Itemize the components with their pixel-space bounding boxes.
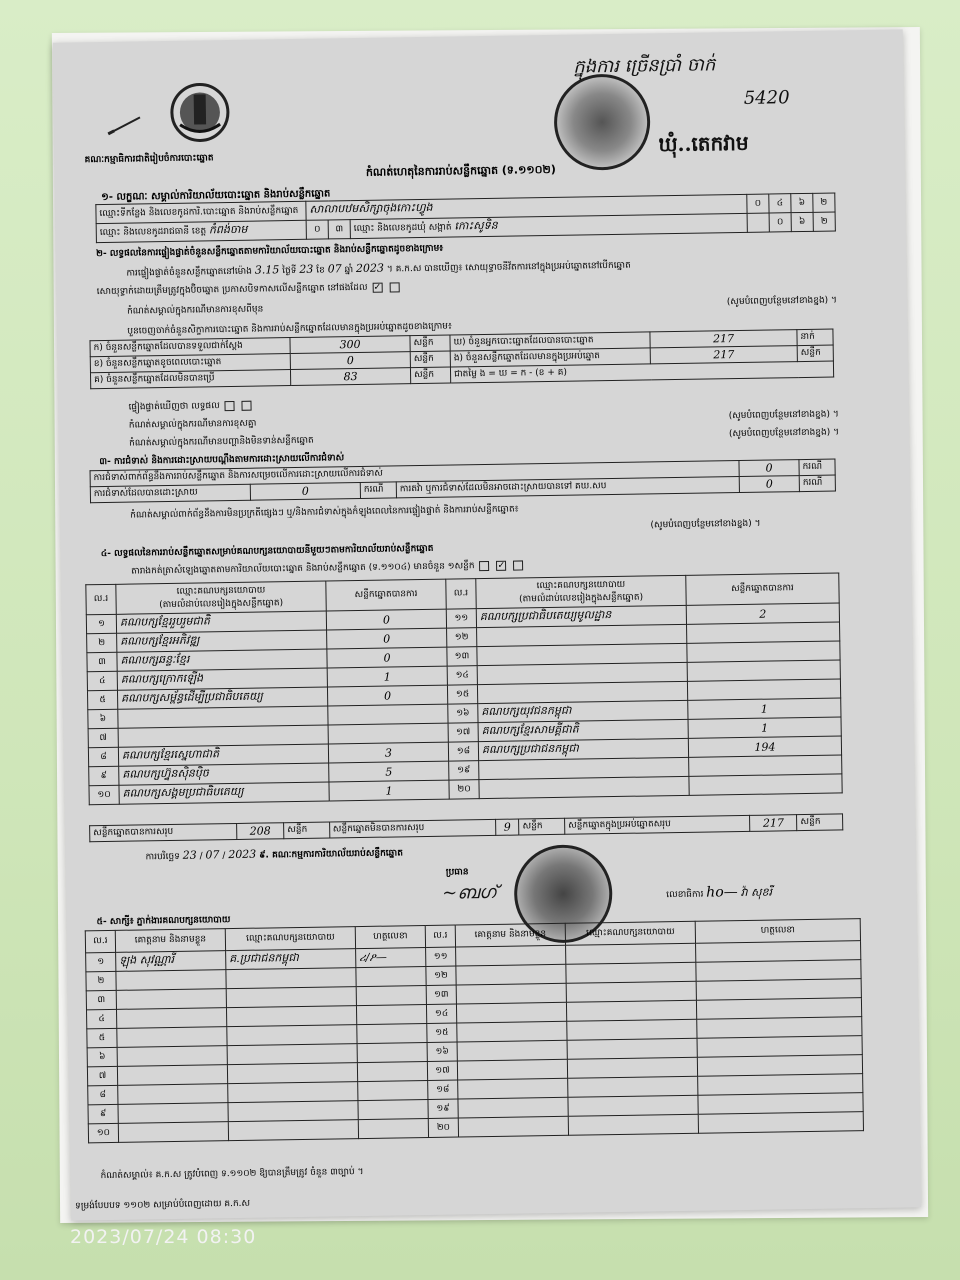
section2-heading: ២- លទ្ធផលនៃការផ្ទៀងផ្ទាត់ចំនួនសន្លឹកឆ្នោតតាមការិយាល័យបោះឆ្នោត និងរាប់សន្លឹកឆ្នោតដូចខាងក្រោម៖ <box>96 243 444 260</box>
signature <box>358 1080 428 1100</box>
votes: 1 <box>329 780 449 801</box>
row-no: ៥ <box>87 1028 117 1047</box>
s5-col-party-2: ឈ្មោះគណបក្សនយោបាយ <box>565 921 695 945</box>
witness-party-2 <box>567 1057 697 1078</box>
s5-footer: ទម្រង់បែបបទ ១១០២ សម្រាប់បំពេញដោយ គ.ក.ស <box>75 1198 251 1212</box>
s2-nga-unit: សន្លឹក <box>797 345 833 362</box>
s4-secretary-label: លេខាធិការ <box>666 889 704 901</box>
row-no: ៦ <box>88 709 118 728</box>
photo-timestamp: 2023/07/24 08:30 <box>70 1226 257 1248</box>
signature <box>358 1118 428 1138</box>
s1-row1-label: ឈ្មោះទីកន្លែង និងលេខកូដការិ.បោះឆ្នោត និងរាប់សន្លឹកឆ្នោត <box>96 201 306 223</box>
s2-line2-text: សោយុទ្ធាក់ដោយត្រឹមត្រូវក្នុងប៊ិចឆ្នោត ប្រកាសបិទកាសលើសន្លឹកឆ្នោត នៅផងដែល <box>96 282 368 298</box>
witness-name <box>116 989 226 1010</box>
s4-three-sheet-checkbox <box>513 560 523 570</box>
row-no-2: ១៩ <box>449 761 479 780</box>
party-name-2: គណបក្សយុវជនកម្ពុជា <box>478 700 688 722</box>
witness-party <box>228 1101 358 1122</box>
s5-col-no-2: ល.រ <box>425 925 455 947</box>
votes-2 <box>689 774 842 795</box>
s3-row2-value: 0 <box>250 482 360 500</box>
row-no: ៩ <box>89 766 119 785</box>
signature-2 <box>698 1112 863 1134</box>
party-name-2: គណបក្សប្រជាជនកម្ពុជា <box>478 738 688 760</box>
witness-name <box>117 1065 227 1086</box>
s4-col-votes: សន្លឹកឆ្នោតបានការ <box>326 579 446 611</box>
witness-name-2 <box>457 1059 567 1080</box>
s4-sum2-value: 9 <box>495 819 519 835</box>
row-no-2: ១៤ <box>447 666 477 685</box>
s1-row2-value: កំពង់ចាម <box>208 222 248 237</box>
s4-intro <box>131 559 525 578</box>
s4-secretary <box>666 884 772 904</box>
s4-intro-text: តារាងកត់ត្រាសំឡេងឆ្នោតតាមការិយាល័យបោះឆ្នោត និងរាប់សន្លឹកឆ្នោត (ទ.១១០៤) មានចំនួន ១សន្លឹក <box>131 561 475 577</box>
witness-party <box>226 1006 356 1027</box>
emblem-icon <box>163 80 236 145</box>
witness-name-2 <box>458 1116 568 1137</box>
row-no: ៦ <box>87 1047 117 1066</box>
s2-line3-text: កំណត់សម្គាល់ក្នុងករណីមានការខុសពីមុន <box>126 304 264 317</box>
signature-2 <box>696 979 861 1001</box>
s1-row1-value: សាលាបឋមសិក្សាចុងកោះហ្វូង <box>306 194 747 220</box>
s1-row1-code-1: ០ <box>747 194 769 213</box>
s2-formula: ជាតម្លៃ ង = ឃ = ក - (ខ + គ) <box>450 361 833 383</box>
witness-party <box>227 1063 357 1084</box>
s4-committee: ៩. គណៈកម្មការការិយាល័យរាប់សន្លឹកឆ្នោត <box>259 848 403 861</box>
row-no: ៨ <box>88 747 118 766</box>
signature <box>358 1099 428 1119</box>
votes: 0 <box>327 685 447 706</box>
s2-ko-value: 83 <box>290 368 410 386</box>
votes: 0 <box>326 609 446 630</box>
s5-col-name: គោត្តនាម និងនាមខ្លួន <box>115 929 225 953</box>
party-name: គណបក្សក្រោកឡើង <box>117 668 327 690</box>
row-no-2: ១៥ <box>447 685 477 704</box>
s2-ko-unit: សន្លឹក <box>410 367 450 384</box>
s3-row1-unit: ករណី <box>799 459 835 476</box>
votes-2 <box>687 641 840 662</box>
s1-row2-code2-1: ០ <box>769 213 791 232</box>
s1-row2-code2-2: ៦ <box>791 212 813 231</box>
s4-col-party-2 <box>476 575 686 608</box>
row-no-2: ១៩ <box>428 1099 458 1118</box>
witness-party <box>227 1044 357 1065</box>
signature: ሪ/ዖ— <box>356 948 426 968</box>
s2-year: 2023 <box>355 261 385 276</box>
row-no-2: ១៨ <box>428 1080 458 1099</box>
s4-col-party-sub-2: (តាមលំដាប់លេខរៀងក្នុងសន្លឹកឆ្នោត) <box>519 592 644 604</box>
s2-line7-end: (សូមបំពេញបន្ថែមនៅខាងខ្នង) ។ <box>728 427 840 440</box>
s4-col-votes-2: សន្លឹកឆ្នោតបានការ <box>686 573 839 605</box>
section1-heading: ១- លក្ខណៈ សម្គាល់ការិយាល័យបោះឆ្នោត និងរាប់សន្លឹកឆ្នោត <box>101 188 331 204</box>
s5-note: កំណត់សម្គាល់៖ គ.ក.ស ត្រូវបំពេញ ទ.១១០២ ឱ្យបានត្រឹមត្រូវ ចំនួន ៣ច្បាប់ ។ <box>100 1167 364 1182</box>
s3-row1-value: 0 <box>739 460 799 477</box>
witness-name-2 <box>458 1078 568 1099</box>
s1-row1-code-4: ២ <box>813 193 835 212</box>
s2-ka-label: ក) ចំនួនសន្លឹកឆ្នោតដែលបានទទួលជាក់ស្តែង <box>90 338 290 357</box>
chair-signature: ~ബഗ് <box>442 881 498 904</box>
s1-row2-code-2: ៣ <box>328 220 350 239</box>
s4-sum3-unit: សន្លឹក <box>797 814 843 831</box>
votes: 3 <box>328 742 448 763</box>
s4-sum3-label: សន្លឹកឆ្នោតក្នុងប្រអប់ឆ្នោតសរុប <box>565 815 750 834</box>
section4-summary <box>89 813 843 842</box>
s4-col-party-text-2: ឈ្មោះគណបក្សនយោបាយ <box>536 579 626 591</box>
votes-2 <box>687 679 840 700</box>
row-no-2: ១៤ <box>426 1004 456 1023</box>
votes-2: 1 <box>688 717 841 738</box>
s2-time: 3.15 <box>254 263 280 277</box>
row-no-2: ២០ <box>428 1118 458 1137</box>
section4-table <box>85 572 842 805</box>
s2-kha-value: 0 <box>290 352 410 370</box>
witness-name-2 <box>457 1040 567 1061</box>
s2-ka-unit: សន្លឹក <box>410 335 450 352</box>
s4-date-line: ការបរិច្ឆេទ 23 / 07 / 2023 ៩. គណៈកម្មការការិយាល័យរាប់សន្លឹកឆ្នោត <box>145 847 403 863</box>
witness-party-2 <box>566 962 696 983</box>
s1-row2-label-text: ឈ្មោះ និងលេខកូដរាជធានី ខេត្ត <box>99 226 207 239</box>
row-no-2: ១៣ <box>447 647 477 666</box>
row-no: ២ <box>86 971 116 990</box>
signature <box>356 967 426 987</box>
party-name: គណបក្សសង្គមប្រជាធិបតេយ្យ <box>119 782 329 804</box>
row-no: ១ <box>86 614 116 633</box>
s4-col-no-2: ល.រ <box>446 579 476 609</box>
s2-no-checkbox <box>389 282 399 292</box>
s4-sum1-value: 208 <box>236 823 284 840</box>
section3-heading: ៣- ការជំទាស់ និងការដោះស្រាយបណ្តឹងតាមការដោះស្រាយលើការជំទាស់ <box>99 453 345 468</box>
witness-name-2 <box>457 1021 567 1042</box>
witness-party-2 <box>566 943 696 964</box>
witness-name-2 <box>456 1002 566 1023</box>
s4-one-sheet-checkbox <box>479 560 489 570</box>
s2-nga-value: 217 <box>650 346 797 364</box>
row-no-2: ១៨ <box>448 742 478 761</box>
party-name: គណបក្សឆន្ទៈខ្មែរ <box>117 649 327 671</box>
row-no: ១០ <box>89 785 119 804</box>
witness-name <box>116 1008 226 1029</box>
row-no-2: ១២ <box>447 628 477 647</box>
s2-yes-checkbox: ✓ <box>373 282 382 293</box>
witness-name-2 <box>458 1097 568 1118</box>
witness-party <box>226 987 356 1008</box>
signature-2 <box>697 1036 862 1058</box>
signature <box>356 1004 426 1024</box>
s1-row2-label <box>96 220 306 242</box>
s2-kha2-label: ឃ) ចំនួនអ្នកបោះឆ្នោតដែលបានបោះឆ្នោត <box>450 332 650 351</box>
witness-party-2 <box>567 1038 697 1059</box>
s3-row2-label2: ការតវ៉ា ឬការជំទាស់ដែលមិនអាចដោះស្រាយបានទៅ គឃ.សប <box>396 477 739 498</box>
witness-party-2 <box>566 981 696 1002</box>
row-no-2: ១១ <box>446 609 476 628</box>
s4-sum1-label: សន្លឹកឆ្នោតបានការសរុប <box>90 823 237 841</box>
votes-2: 2 <box>686 603 839 624</box>
witness-party-2 <box>567 1019 697 1040</box>
signature-2 <box>697 1017 862 1039</box>
votes <box>328 704 448 725</box>
s2-kha2-unit: នាក់ <box>797 329 833 346</box>
s5-col-name-2: គោត្តនាម និងនាមខ្លួន <box>455 923 565 947</box>
row-no: ៣ <box>87 652 117 671</box>
votes: 5 <box>329 761 449 782</box>
s2-line1 <box>126 258 631 281</box>
party-name: គណបក្សហ្វ៊ុនស៊ិនប៉ិច <box>119 763 329 785</box>
witness-name <box>116 970 226 991</box>
document-title: កំណត់ហេតុនៃការរាប់សន្លឹកឆ្នោត (ទ.១១០២) <box>365 162 556 179</box>
s2-line3-end: (សូមបំពេញបន្ថែមនៅខាងខ្នង) ។ <box>726 295 838 308</box>
row-no: ៧ <box>87 1066 117 1085</box>
row-no: ៧ <box>88 728 118 747</box>
votes: 1 <box>327 666 447 687</box>
witness-name-2 <box>456 964 566 985</box>
s2-line6-end: (សូមបំពេញបន្ថែមនៅខាងខ្នង) ។ <box>728 409 839 422</box>
s3-row2-unit: ករណី <box>360 482 396 499</box>
votes <box>328 723 448 744</box>
s4-secretary-name: វ៉ា សុខរី <box>740 885 773 900</box>
section2-table <box>89 329 834 390</box>
s3-row2-value2: 0 <box>739 476 799 493</box>
s2-kha-label: ខ) ចំនួនសន្លឹកឆ្នោតខូចពេលបោះឆ្នោត <box>90 354 290 373</box>
s3-note-end: (សូមបំពេញបន្ថែមនៅខាងខ្នង) ។ <box>650 518 761 531</box>
row-no: ៨ <box>88 1085 118 1104</box>
row-no: ៥ <box>87 690 117 709</box>
row-no-2: ១៧ <box>427 1061 457 1080</box>
s5-col-party: ឈ្មោះគណបក្សនយោបាយ <box>225 927 355 951</box>
witness-party <box>228 1120 358 1141</box>
signature-2 <box>697 1055 862 1077</box>
s2-day-label: ថ្ងៃទី <box>282 265 297 277</box>
row-no-2: ១២ <box>426 966 456 985</box>
s3-row1-label: ការជំទាស់ពាក់ព័ន្ធនឹងការរាប់សន្លឹកឆ្នោត និងការសម្រេចលើការដោះស្រាយលើការជំទាស់ <box>90 461 739 487</box>
party-name: គណបក្សខ្មែររួបរួមជាតិ <box>116 611 326 633</box>
party-name-2: គណបក្សខ្មែរសាមគ្គីជាតិ <box>478 719 688 741</box>
witness-party: គ.ប្រជាជនកម្ពុជា <box>226 949 356 970</box>
signature-2 <box>698 1093 863 1115</box>
s4-date-label: ការបរិច្ឆេទ <box>145 851 180 863</box>
votes-2: 1 <box>688 698 841 719</box>
s5-col-no: ល.រ <box>85 930 115 952</box>
s4-col-party-text: ឈ្មោះគណបក្សនយោបាយ <box>176 584 266 597</box>
party-name: គណបក្សខ្មែរស្នេហាជាតិ <box>118 744 328 766</box>
s2-month: 07 <box>327 262 342 276</box>
document-page <box>53 29 921 1220</box>
witness-name <box>118 1084 228 1105</box>
row-no: ៤ <box>87 671 117 690</box>
s2-ko-label: គ) ចំនួនសន្លឹកឆ្នោតដែលមិនបានប្រើ <box>90 370 290 389</box>
section4-heading: ៤- លទ្ធផលនៃការរាប់សន្លឹកឆ្នោតសម្រាប់គណបក្សនយោបាយនីមួយៗតាមការិយាល័យរាប់សន្លឹកឆ្នោត <box>100 543 434 560</box>
s2-line1-end: ។ គ.ក.ស បានឃើញ៖ សោយុទ្ធាចនីវ័តការនៅក្នុងប្រអប់ឆ្នោតនៅបើកឆ្នោត <box>386 260 631 275</box>
signature-2 <box>696 998 861 1020</box>
witness-name <box>117 1027 227 1048</box>
s3-row2-label: ការជំទាស់ដែលបានដោះស្រាយ <box>90 484 250 503</box>
row-no-2: ១៦ <box>448 704 478 723</box>
handnote-top: ក្នុងការ ច្រើនប្រាំ ចាក់ <box>573 54 716 78</box>
s2-mismatch-checkbox <box>241 400 251 410</box>
witness-party <box>226 968 356 989</box>
row-no: ១ <box>86 952 116 971</box>
s4-sum2-unit: សន្លឹក <box>519 818 565 835</box>
row-no-2: ១១ <box>426 947 456 966</box>
s5-col-sign-2: ហត្ថលេខា <box>695 919 860 944</box>
votes: 0 <box>327 628 447 649</box>
party-name-2: គណបក្សប្រជាធិបតេយ្យមូលដ្ឋាន <box>476 605 686 627</box>
row-no: ៩ <box>88 1104 118 1123</box>
witness-party <box>227 1025 357 1046</box>
s2-kha-unit: សន្លឹក <box>410 351 450 368</box>
signature <box>357 1023 427 1043</box>
witness-party-2 <box>566 1000 696 1021</box>
s4-sum2-label: សន្លឹកឆ្នោតមិនបានការសរុប <box>329 819 495 838</box>
witness-party <box>228 1082 358 1103</box>
witness-party-2 <box>568 1076 698 1097</box>
s4-col-no: ល.រ <box>86 584 116 614</box>
row-no: ៤ <box>86 1009 116 1028</box>
s5-col-sign: ហត្ថលេខា <box>355 926 425 949</box>
votes-2 <box>689 755 842 776</box>
s2-match-checkbox <box>225 400 235 410</box>
row-no: ២ <box>87 633 117 652</box>
s1-row1-code-3: ៦ <box>791 193 813 212</box>
s4-col-party <box>116 581 326 614</box>
s2-ka-value: 300 <box>290 336 410 354</box>
votes-2 <box>687 622 840 643</box>
party-name-2 <box>479 776 689 798</box>
s4-two-sheet-checkbox: ✓ <box>497 560 506 571</box>
row-no: ៣ <box>86 990 116 1009</box>
row-no-2: ១៦ <box>427 1042 457 1061</box>
signature <box>357 1061 427 1081</box>
row-no: ១០ <box>88 1123 118 1142</box>
witness-name <box>117 1046 227 1067</box>
s2-line5 <box>128 400 253 415</box>
section5-heading: ៥- សាក្សី៖ ភ្នាក់ងារគណបក្សនយោបាយ <box>96 915 231 928</box>
witness-party-2 <box>568 1095 698 1116</box>
s1-row2-code-1: ០ <box>306 220 328 239</box>
votes-2 <box>687 660 840 681</box>
s1-row2-value2: កោះសូទិន <box>454 218 498 233</box>
s2-line7-text: កំណត់សម្គាល់ក្នុងករណីមានបញ្ហានិងមិនទាន់សន្លឹកឆ្នោត <box>129 435 314 449</box>
row-no-2: ១៧ <box>448 723 478 742</box>
org-name-left: គណៈកម្មាធិការជាតិរៀបចំការបោះឆ្នោត <box>84 153 214 166</box>
signature-2 <box>696 960 861 982</box>
votes: 0 <box>327 647 447 668</box>
s4-sum1-unit: សន្លឹក <box>284 822 330 839</box>
handnote-number: 5420 <box>743 87 790 109</box>
s2-line3 <box>127 294 837 318</box>
s4-secretary-sign: ho— <box>706 884 738 901</box>
signature <box>356 986 426 1006</box>
s2-day: 23 <box>299 262 314 276</box>
s2-line2 <box>97 281 402 299</box>
official-stamp-top <box>553 73 650 170</box>
witness-name-2 <box>456 983 566 1004</box>
signature <box>357 1042 427 1062</box>
s3-note: កំណត់សម្គាល់ពាក់ព័ន្ធនឹងការមិនប្រក្រតីផ្សេងៗ ឬ/និងការជំទាស់ក្នុងកំឡុងពេលនៃការផ្ទៀងផ្ទាត់ និងការរាប់សន្លឹកឆ្នោត៖ <box>130 504 519 521</box>
s1-row2-label2-text: ឈ្មោះ និងលេខកូដឃុំ សង្កាត់ <box>353 222 452 235</box>
s2-line1-text: ការផ្ទៀងផ្ទាត់ចំនួនសន្លឹកឆ្នោតនៅម៉ោង <box>126 266 253 279</box>
s2-month-label: ខែ <box>316 265 325 276</box>
row-no-2: ២០ <box>449 780 479 799</box>
s4-date-year: 2023 <box>228 847 257 862</box>
witness-name-2 <box>456 945 566 966</box>
witness-name <box>118 1103 228 1124</box>
party-name: គណបក្សសម្ព័ន្ធដើម្បីប្រជាធិបតេយ្យ <box>117 687 327 709</box>
s4-chair: ប្រធាន <box>445 867 469 878</box>
witness-name <box>118 1122 228 1143</box>
party-name: គណបក្សខ្មែរអភិវឌ្ឍ <box>117 630 327 652</box>
row-no-2: ១៣ <box>426 985 456 1004</box>
votes-2: 194 <box>688 736 841 757</box>
pen-icon <box>104 113 144 138</box>
witness-party-2 <box>568 1114 698 1135</box>
s2-line6-text: កំណត់សម្គាល់ក្នុងករណីមានការខុសគ្នា <box>128 418 257 431</box>
s4-date-month: 07 <box>205 848 220 862</box>
s2-kha2-value: 217 <box>650 330 797 348</box>
s4-sum3-value: 217 <box>750 815 798 832</box>
s3-row2-unit2: ករណី <box>799 475 835 492</box>
s4-col-party-sub: (តាមលំដាប់លេខរៀងក្នុងសន្លឹកឆ្នោត) <box>159 597 284 610</box>
s2-year-label: ឆ្នាំ <box>344 265 354 276</box>
s2-nga-label: ង) ចំនួនសន្លឹកឆ្នោតដែលមានក្នុងប្រអប់ឆ្នោត <box>450 348 650 367</box>
handnote-commune: ឃុំ..តេកវាម <box>658 130 749 157</box>
witness-name: ឡុង សុវណ្ណារី <box>116 951 226 972</box>
s1-row1-code-2: ៤ <box>769 194 791 213</box>
s2-line4: បួនចេញចាក់ចំនួនសិក្ខាការបោះឆ្នោត និងការរាប់សន្លឹកឆ្នោតដែលមានក្នុងប្រអប់ឆ្នោតដូចខាងក្រោម៖ <box>127 321 453 337</box>
s4-date-day: 23 <box>182 848 197 862</box>
signature-2 <box>698 1074 863 1096</box>
s1-row2-code2-3: ២ <box>813 212 835 231</box>
s2-line5-text: ផ្ទៀងផ្ទាត់ឃើញថា លទ្ធផល <box>128 401 220 413</box>
section5-table <box>85 918 864 1143</box>
signature-2 <box>696 941 861 963</box>
row-no-2: ១៥ <box>427 1023 457 1042</box>
